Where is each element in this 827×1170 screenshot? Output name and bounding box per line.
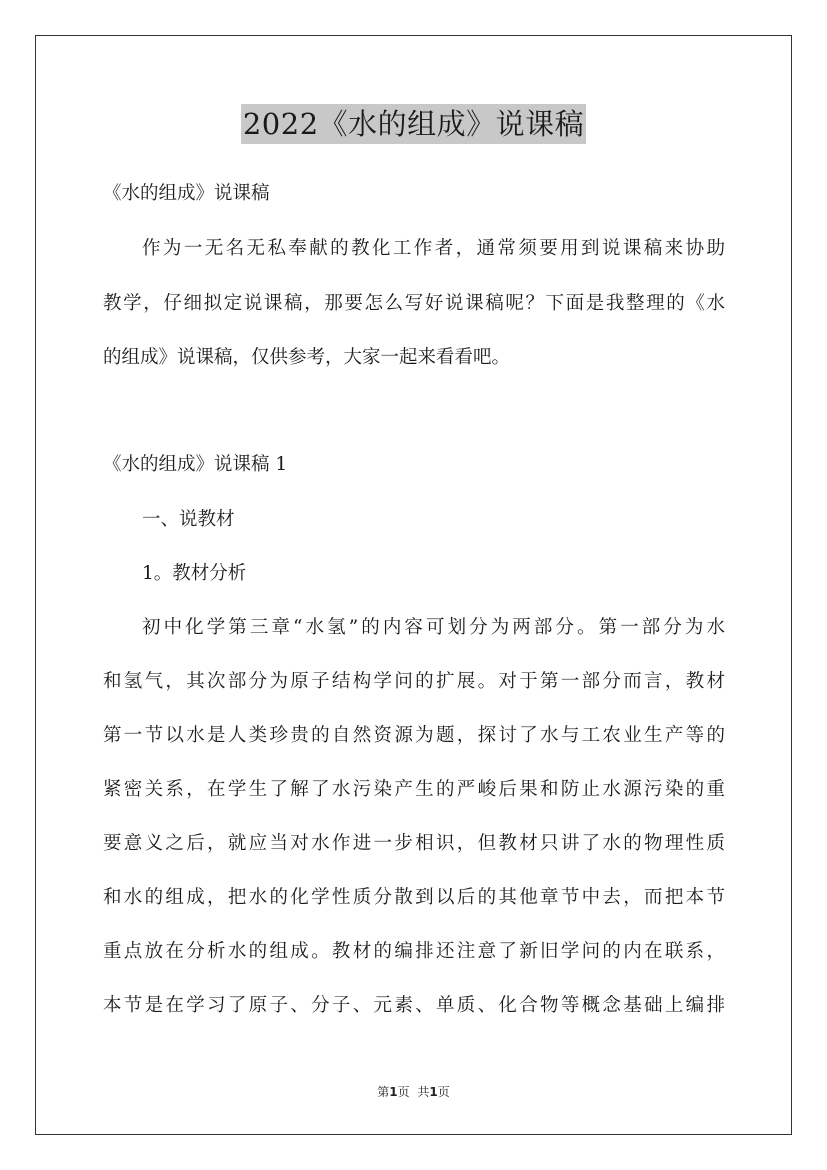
page-suffix: 页 [397,1085,410,1099]
body-line-6: 和水的组成，把水的化学性质分散到以后的其他章节中去，而把本节 [103,887,725,908]
document-subtitle: 《水的组成》说课稿 [103,183,270,204]
body-line-4: 紧密关系，在学生了解了水污染产生的严峻后果和防止水源污染的重 [103,779,725,800]
section-title: 《水的组成》说课稿 1 [103,454,288,475]
heading-teaching-material: 一、说教材 [142,509,235,530]
body-line-3: 第一节以水是人类珍贵的自然资源为题，探讨了水与工农业生产等的 [103,725,725,746]
document-title: 2022《水的组成》说课稿 [0,104,827,144]
body-line-2: 和氢气，其次部分为原子结构学问的扩展。对于第一部分而言，教材 [103,671,725,692]
page-footer [0,1084,827,1100]
page-prefix: 第 [377,1085,390,1099]
body-line-7: 重点放在分析水的组成。教材的编排还注意了新旧学问的内在联系， [103,941,725,962]
body-line-1: 初中化学第三章“水氢”的内容可划分为两部分。第一部分为水 [142,617,725,638]
page-number: 1 [389,1085,398,1099]
total-suffix: 页 [437,1085,450,1099]
total-prefix: 共 [417,1085,430,1099]
body-line-5: 要意义之后，就应当对水作进一步相识，但教材只讲了水的物理性质 [103,833,725,854]
intro-line-1: 作为一无名无私奉献的教化工作者，通常须要用到说课稿来协助 [142,238,725,259]
total-pages: 1 [429,1085,438,1099]
intro-line-2: 教学，仔细拟定说课稿，那要怎么写好说课稿呢？下面是我整理的《水 [103,293,725,314]
heading-material-analysis: 1。教材分析 [142,563,247,584]
body-line-8: 本节是在学习了原子、分子、元素、单质、化合物等概念基础上编排 [103,995,725,1016]
intro-line-3: 的组成》说课稿，仅供参考，大家一起来看看吧。 [103,347,511,368]
